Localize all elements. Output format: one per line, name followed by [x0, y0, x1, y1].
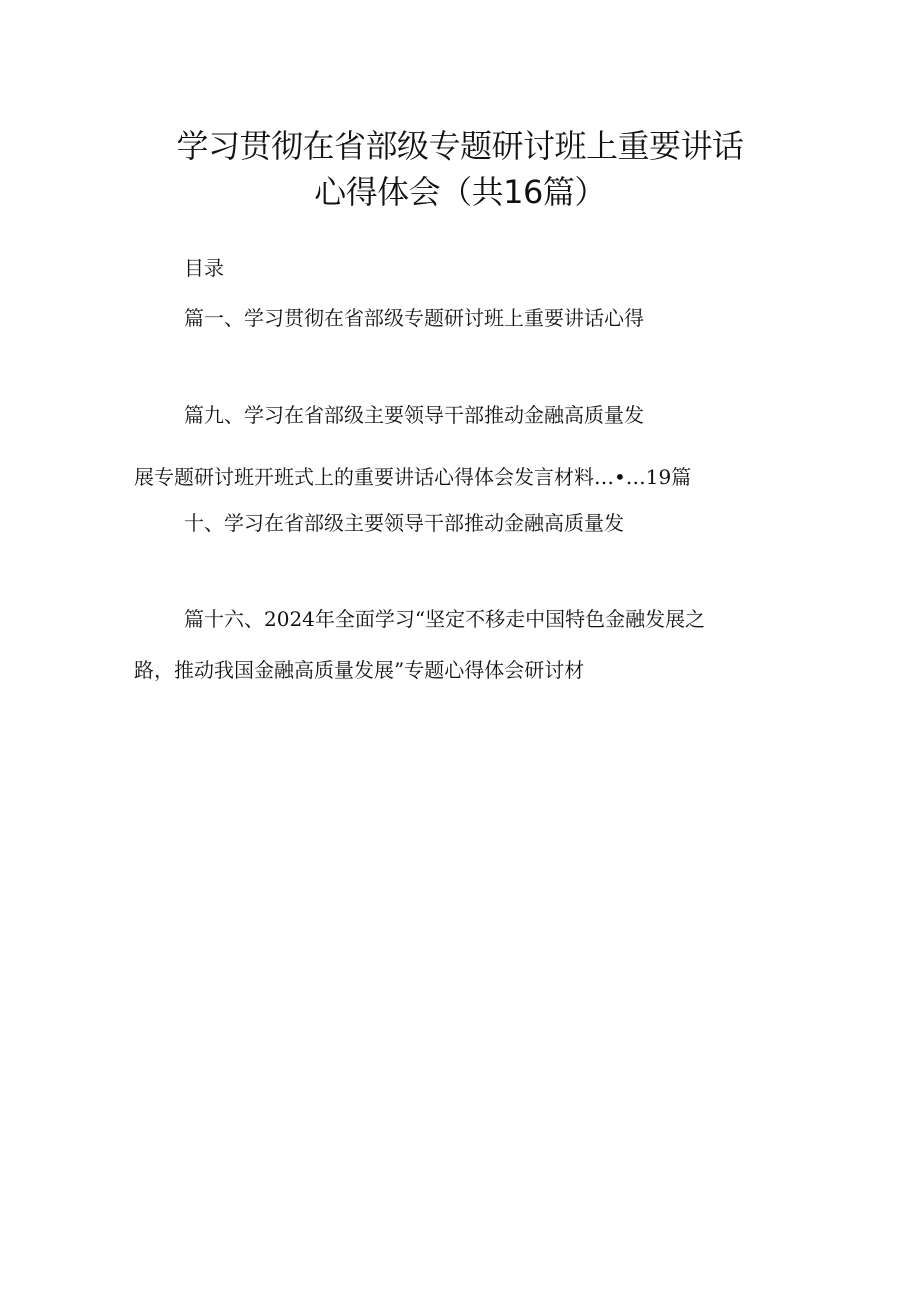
toc-entry-9-line-2: 展专题研讨班开班式上的重要讲话心得体会发言材料…•…19篇	[134, 465, 692, 489]
toc-entry-1: 篇一、学习贯彻在省部级专题研讨班上重要讲话心得	[184, 306, 644, 330]
toc-heading: 目录	[184, 256, 224, 280]
toc-entry-16-line-1: 篇十六、2024年全面学习“坚定不移走中国特色金融发展之	[184, 607, 706, 631]
document-title-line-1: 学习贯彻在省部级专题研讨班上重要讲话	[176, 127, 744, 165]
toc-entry-9-line-1: 篇九、学习在省部级主要领导干部推动金融高质量发	[184, 403, 644, 427]
toc-entry-16-line-2: 路，推动我国金融高质量发展”专题心得体会研讨材	[134, 658, 585, 682]
toc-entry-10: 十、学习在省部级主要领导干部推动金融高质量发	[184, 511, 624, 535]
document-title-line-2: 心得体会（共16篇）	[314, 173, 606, 211]
